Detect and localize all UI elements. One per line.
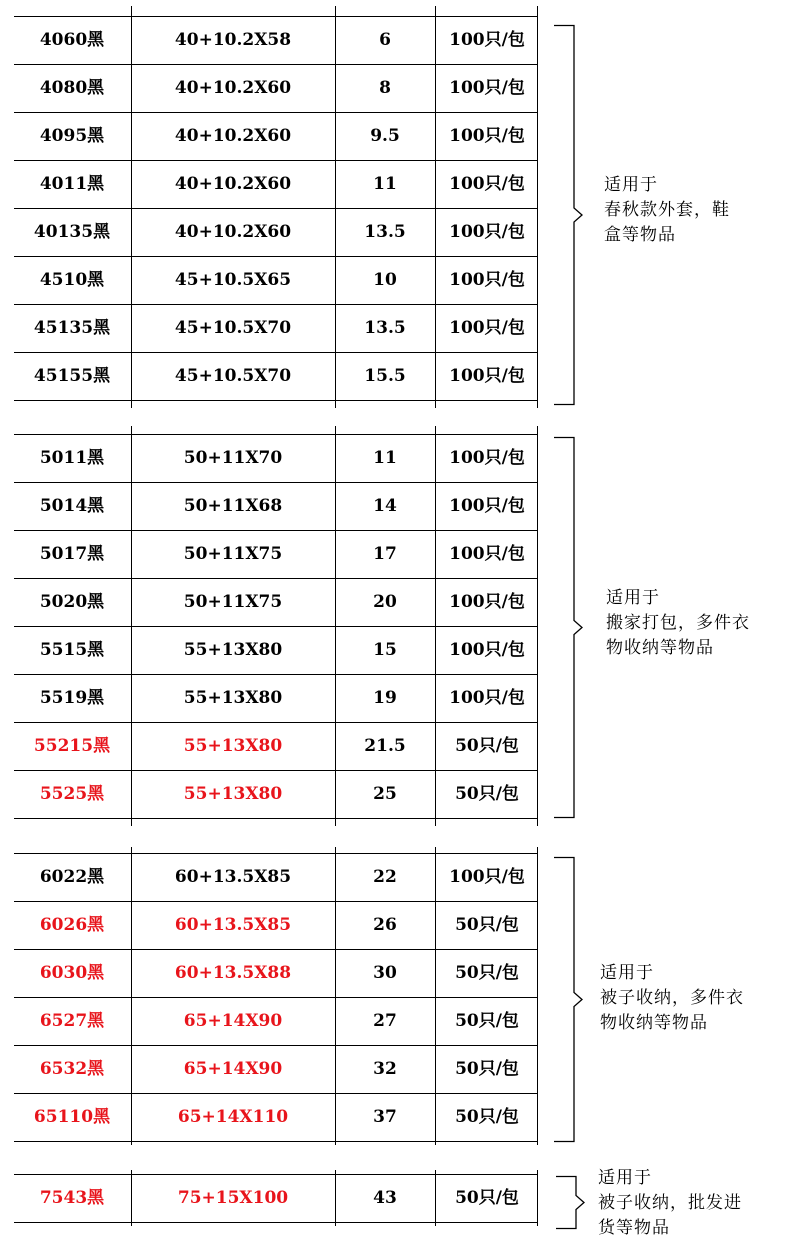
weight-cell: 30 (373, 963, 397, 983)
weight-cell: 27 (373, 1011, 397, 1031)
column-divider (537, 847, 538, 1145)
pack-cell: 50只/包 (455, 736, 519, 756)
weight-cell: 26 (373, 915, 397, 935)
size-cell: 40+10.2X60 (174, 78, 292, 98)
model-cell: 6030黑 (39, 963, 105, 983)
usage-note (598, 1166, 742, 1241)
size-cell: 45+10.5X70 (174, 366, 292, 386)
table-row (14, 950, 538, 998)
model-cell: 5515黑 (39, 640, 105, 660)
table-row (14, 257, 538, 305)
size-cell: 55+13X80 (183, 640, 283, 660)
model-cell: 45155黑 (33, 366, 111, 386)
weight-cell: 25 (373, 784, 397, 804)
weight-cell: 10 (373, 270, 397, 290)
table-row (14, 579, 538, 627)
model-cell: 7543黑 (39, 1188, 105, 1208)
model-cell: 4510黑 (39, 270, 105, 290)
weight-cell: 13.5 (364, 222, 406, 242)
pack-cell: 100只/包 (449, 496, 525, 516)
model-cell: 5519黑 (39, 688, 105, 708)
pack-cell: 100只/包 (449, 222, 525, 242)
pack-cell: 100只/包 (449, 318, 525, 338)
product-table-4 (14, 1174, 538, 1223)
weight-cell: 9.5 (370, 126, 400, 146)
weight-cell: 11 (373, 448, 397, 468)
model-cell: 4011黑 (39, 174, 105, 194)
table-row (14, 723, 538, 771)
weight-cell: 43 (373, 1188, 397, 1208)
table-row (14, 161, 538, 209)
size-cell: 50+11X70 (183, 448, 283, 468)
model-cell: 5017黑 (39, 544, 105, 564)
model-cell: 6527黑 (39, 1011, 105, 1031)
table-row (14, 771, 538, 819)
weight-cell: 11 (373, 174, 397, 194)
column-divider (435, 847, 436, 1145)
weight-cell: 13.5 (364, 318, 406, 338)
pack-cell: 100只/包 (449, 78, 525, 98)
size-cell: 40+10.2X58 (174, 30, 292, 50)
usage-note-line: 被子收纳，多件衣 (600, 988, 744, 1008)
usage-note-line: 物收纳等物品 (600, 1013, 708, 1033)
table-row (14, 305, 538, 353)
table-row (14, 1174, 538, 1223)
pack-cell: 100只/包 (449, 270, 525, 290)
weight-cell: 32 (373, 1059, 397, 1079)
model-cell: 5525黑 (39, 784, 105, 804)
column-divider (131, 6, 132, 408)
usage-note-line: 货等物品 (598, 1218, 670, 1238)
weight-cell: 17 (373, 544, 397, 564)
size-cell: 60+13.5X85 (174, 915, 292, 935)
weight-cell: 8 (379, 78, 391, 98)
table-row (14, 531, 538, 579)
column-divider (335, 426, 336, 826)
usage-note (600, 961, 744, 1036)
model-cell: 5020黑 (39, 592, 105, 612)
table-row (14, 434, 538, 483)
usage-note-line: 适用于 (598, 1168, 652, 1188)
right-brace (556, 1176, 596, 1231)
model-cell: 4095黑 (39, 126, 105, 146)
column-divider (131, 1170, 132, 1226)
usage-note-line: 春秋款外套，鞋 (604, 200, 730, 220)
weight-cell: 37 (373, 1107, 397, 1127)
usage-note (604, 173, 730, 248)
pack-cell: 50只/包 (455, 784, 519, 804)
size-cell: 60+13.5X85 (174, 867, 292, 887)
pack-cell: 100只/包 (449, 867, 525, 887)
column-divider (537, 426, 538, 826)
usage-note-line: 适用于 (600, 963, 654, 983)
right-brace (554, 437, 594, 820)
right-brace (554, 857, 594, 1144)
usage-note (606, 586, 750, 661)
size-cell: 55+13X80 (183, 736, 283, 756)
usage-note-line: 适用于 (606, 588, 660, 608)
model-cell: 5014黑 (39, 496, 105, 516)
table-row (14, 998, 538, 1046)
pack-cell: 50只/包 (455, 963, 519, 983)
size-cell: 55+13X80 (183, 688, 283, 708)
size-cell: 40+10.2X60 (174, 174, 292, 194)
weight-cell: 6 (379, 30, 391, 50)
pack-cell: 50只/包 (455, 1107, 519, 1127)
weight-cell: 22 (373, 867, 397, 887)
weight-cell: 20 (373, 592, 397, 612)
size-cell: 45+10.5X65 (174, 270, 292, 290)
usage-note-line: 盒等物品 (604, 225, 676, 245)
model-cell: 5011黑 (39, 448, 105, 468)
pack-cell: 50只/包 (455, 915, 519, 935)
table-row (14, 65, 538, 113)
pack-cell: 50只/包 (455, 1011, 519, 1031)
pack-cell: 100只/包 (449, 126, 525, 146)
model-cell: 65110黑 (33, 1107, 111, 1127)
model-cell: 4080黑 (39, 78, 105, 98)
model-cell: 40135黑 (33, 222, 111, 242)
weight-cell: 19 (373, 688, 397, 708)
size-cell: 60+13.5X88 (174, 963, 292, 983)
table-row (14, 902, 538, 950)
model-cell: 4060黑 (39, 30, 105, 50)
column-divider (435, 426, 436, 826)
usage-note-line: 被子收纳，批发进 (598, 1193, 742, 1213)
pack-cell: 100只/包 (449, 448, 525, 468)
weight-cell: 15 (373, 640, 397, 660)
size-cell: 50+11X75 (183, 544, 283, 564)
pack-cell: 100只/包 (449, 688, 525, 708)
right-brace (554, 25, 594, 407)
model-cell: 45135黑 (33, 318, 111, 338)
size-cell: 55+13X80 (183, 784, 283, 804)
table-row (14, 1094, 538, 1142)
table-row (14, 113, 538, 161)
model-cell: 55215黑 (33, 736, 111, 756)
model-cell: 6026黑 (39, 915, 105, 935)
column-divider (435, 1170, 436, 1226)
weight-cell: 15.5 (364, 366, 406, 386)
column-divider (131, 426, 132, 826)
weight-cell: 21.5 (364, 736, 406, 756)
table-row (14, 853, 538, 902)
pack-cell: 50只/包 (455, 1188, 519, 1208)
table-row (14, 16, 538, 65)
product-table-3 (14, 853, 538, 1142)
size-cell: 45+10.5X70 (174, 318, 292, 338)
table-row (14, 627, 538, 675)
size-cell: 65+14X90 (183, 1059, 283, 1079)
pack-cell: 100只/包 (449, 640, 525, 660)
column-divider (335, 6, 336, 408)
table-row (14, 209, 538, 257)
column-divider (335, 847, 336, 1145)
pack-cell: 100只/包 (449, 544, 525, 564)
table-row (14, 353, 538, 401)
model-cell: 6022黑 (39, 867, 105, 887)
size-cell: 65+14X110 (177, 1107, 289, 1127)
weight-cell: 14 (373, 496, 397, 516)
pack-cell: 100只/包 (449, 174, 525, 194)
table-row (14, 483, 538, 531)
size-cell: 40+10.2X60 (174, 126, 292, 146)
size-cell: 75+15X100 (177, 1188, 289, 1208)
usage-note-line: 搬家打包，多件衣 (606, 613, 750, 633)
size-cell: 40+10.2X60 (174, 222, 292, 242)
column-divider (537, 1170, 538, 1226)
size-cell: 50+11X68 (183, 496, 283, 516)
size-cell: 65+14X90 (183, 1011, 283, 1031)
pack-cell: 100只/包 (449, 366, 525, 386)
usage-note-line: 物收纳等物品 (606, 638, 714, 658)
pack-cell: 100只/包 (449, 30, 525, 50)
column-divider (537, 6, 538, 408)
table-row (14, 1046, 538, 1094)
size-cell: 50+11X75 (183, 592, 283, 612)
model-cell: 6532黑 (39, 1059, 105, 1079)
column-divider (335, 1170, 336, 1226)
pack-cell: 50只/包 (455, 1059, 519, 1079)
pack-cell: 100只/包 (449, 592, 525, 612)
table-row (14, 675, 538, 723)
column-divider (131, 847, 132, 1145)
product-table-2 (14, 434, 538, 819)
usage-note-line: 适用于 (604, 175, 658, 195)
column-divider (435, 6, 436, 408)
product-table-1 (14, 16, 538, 401)
